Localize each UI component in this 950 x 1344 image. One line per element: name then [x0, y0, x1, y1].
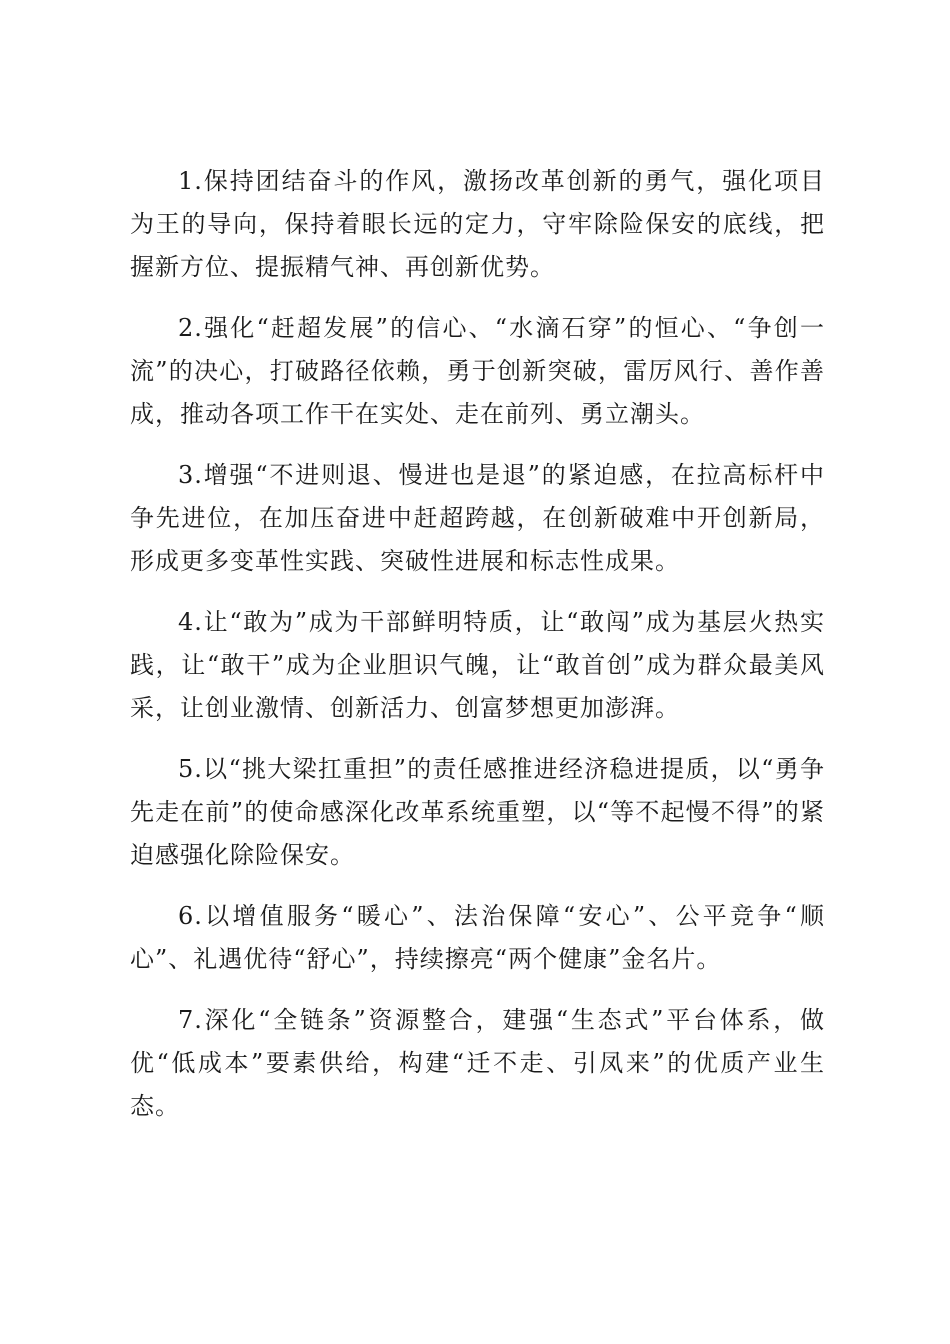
paragraph-5: 5.以“挑大梁扛重担”的责任感推进经济稳进提质，以“勇争先走在前”的使命感深化改革系统重塑，以“等不起慢不得”的紧迫感强化除险保安。: [130, 755, 825, 869]
paragraph-1: 1.保持团结奋斗的作风，激扬改革创新的勇气，强化项目为王的导向，保持着眼长远的定力，守牢除险保安的底线，把握新方位、提振精气神、再创新优势。: [130, 167, 825, 281]
paragraph-7: 7.深化“全链条”资源整合，建强“生态式”平台体系，做优“低成本”要素供给，构建“迁不走、引凤来”的优质产业生态。: [130, 1006, 825, 1120]
paragraph-4: 4.让“敢为”成为干部鲜明特质，让“敢闯”成为基层火热实践，让“敢干”成为企业胆识气魄，让“敢首创”成为群众最美风采，让创业激情、创新活力、创富梦想更加澎湃。: [130, 608, 825, 722]
paragraph-6: 6.以增值服务“暖心”、法治保障“安心”、公平竞争“顺心”、礼遇优待“舒心”，持续擦亮“两个健康”金名片。: [130, 902, 825, 973]
paragraph-3: 3.增强“不进则退、慢进也是退”的紧迫感，在拉高标杆中争先进位，在加压奋进中赶超跨越，在创新破难中开创新局，形成更多变革性实践、突破性进展和标志性成果。: [130, 461, 825, 575]
document-body: [130, 160, 825, 1146]
paragraph-2: 2.强化“赶超发展”的信心、“水滴石穿”的恒心、“争创一流”的决心，打破路径依赖，勇于创新突破，雷厉风行、善作善成，推动各项工作干在实处、走在前列、勇立潮头。: [130, 314, 825, 428]
